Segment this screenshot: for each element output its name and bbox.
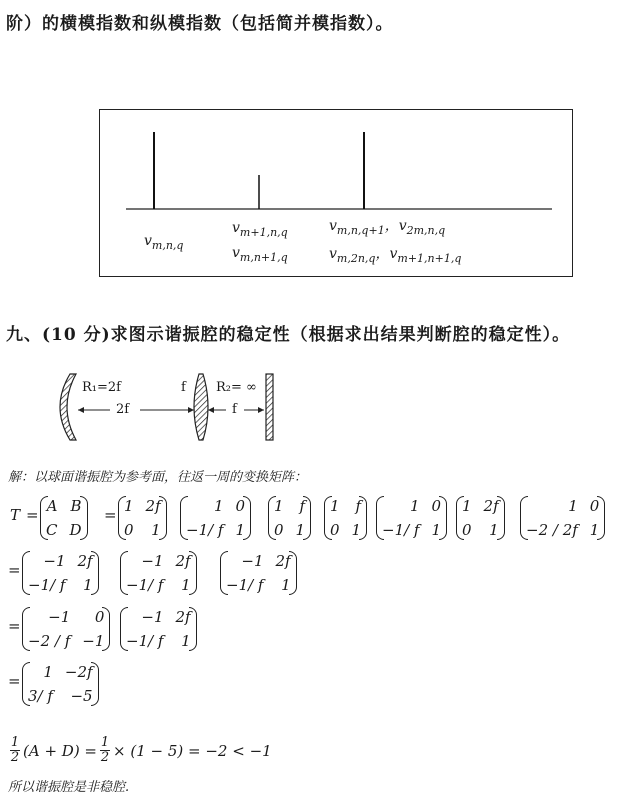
- label-r1: R₁=2f: [82, 380, 121, 395]
- half-fraction-2: $\frac{1}{2}$: [100, 735, 110, 765]
- matrix-4: 1 f 0 1: [324, 494, 367, 542]
- label-v-mn1q: $v_{m,n+1,q}$: [232, 245, 288, 264]
- plane-mirror: [266, 374, 273, 440]
- matrix-2: 1 0 −1/ f 1: [180, 494, 251, 542]
- conclusion: 所以谐振腔是非稳腔.: [8, 780, 130, 795]
- equals-1: =: [26, 506, 39, 524]
- matrix-1: 1 2f 0 1: [118, 494, 167, 542]
- stability-left: (A + D) =: [23, 741, 98, 760]
- intro-line: 阶）的横模指数和纵模指数（包括简并模指数）。: [6, 14, 394, 34]
- equals-3: =: [8, 561, 21, 579]
- label-v-right-top: $v_{m,n,q+1}$，$v_{2m,n,q}$: [329, 218, 446, 237]
- label-f-top: f: [181, 380, 186, 395]
- matrix-6: 1 2f 0 1: [456, 494, 505, 542]
- equals-5: =: [8, 672, 21, 690]
- matrix-r2a: −1 2f −1/ f 1: [22, 549, 99, 597]
- label-v-mnq: $v_{m,n,q}$: [144, 233, 184, 252]
- label-2f: 2f: [116, 402, 130, 417]
- stability-line: [10, 736, 272, 765]
- resonator-diagram: [48, 372, 308, 442]
- spectrum-figure: [99, 109, 573, 277]
- matrix-5: 1 0 −1/ f 1: [376, 494, 447, 542]
- half-fraction-1: $\frac{1}{2}$: [10, 735, 20, 765]
- label-f-dist: f: [232, 402, 237, 417]
- question-nine: 九、(10 分)求图示谐振腔的稳定性（根据求出结果判断腔的稳定性）。: [6, 325, 571, 345]
- equals-4: =: [8, 617, 21, 635]
- matrix-7: 1 0 −2 / 2f 1: [520, 494, 605, 542]
- matrix-r3b: −1 2f −1/ f 1: [120, 605, 197, 653]
- equals-2: =: [104, 506, 117, 524]
- matrix-r3a: −1 0 −2 / f −1: [22, 605, 110, 653]
- matrix-r4: 1 −2f 3/ f −5: [22, 660, 99, 708]
- label-r2: R₂= ∞: [216, 380, 257, 395]
- matrix-abcd: A B C D: [40, 494, 88, 542]
- left-mirror: [60, 374, 76, 440]
- solution-intro: 解：以球面谐振腔为参考面，往返一周的变换矩阵：: [8, 470, 308, 485]
- matrix-r2c: −1 2f −1/ f 1: [220, 549, 297, 597]
- matrix-3: 1 f 0 1: [268, 494, 311, 542]
- label-v-right-bottom: $v_{m,2n,q}$，$v_{m+1,n+1,q}$: [329, 246, 462, 265]
- symbol-T: T: [10, 506, 21, 524]
- lens: [194, 374, 208, 440]
- matrix-r2b: −1 2f −1/ f 1: [120, 549, 197, 597]
- label-v-m1nq: $v_{m+1,n,q}$: [232, 220, 288, 239]
- stability-right: × (1 − 5) = −2 < −1: [113, 741, 272, 760]
